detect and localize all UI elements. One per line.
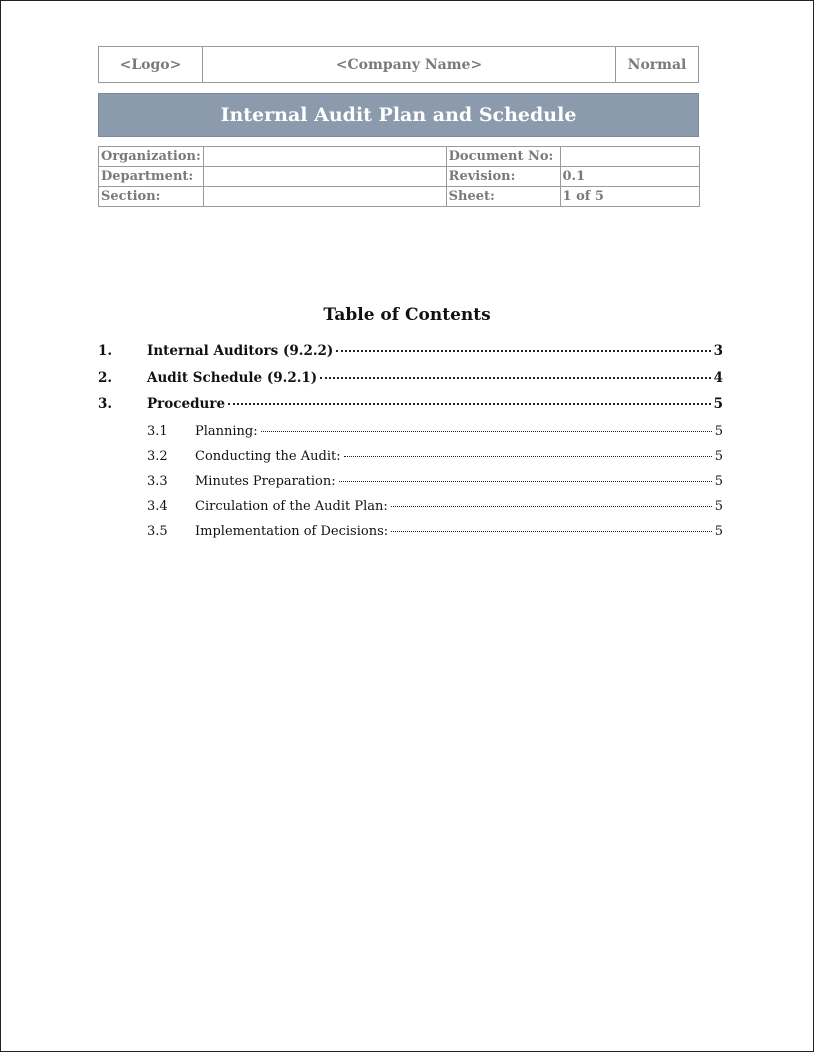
toc-entry-page: 5 xyxy=(714,424,723,439)
toc-entry-label: Implementation of Decisions: xyxy=(195,524,389,539)
toc-leader-dots xyxy=(228,403,711,405)
document-no-label: Document No: xyxy=(446,147,560,167)
toc-subentry[interactable] xyxy=(98,499,723,514)
toc-entry-page: 5 xyxy=(714,449,723,464)
toc-entry-number: 3.3 xyxy=(147,474,168,489)
document-title: Internal Audit Plan and Schedule xyxy=(98,93,699,137)
toc-entry-number: 1. xyxy=(98,343,113,359)
toc-entry[interactable] xyxy=(98,396,723,412)
toc-entry-number: 3.4 xyxy=(147,499,168,514)
toc-entry-page: 4 xyxy=(713,370,723,386)
classification-label: Normal xyxy=(627,56,687,73)
toc-leader-dots xyxy=(336,350,710,352)
toc-entry-label: Circulation of the Audit Plan: xyxy=(195,499,388,514)
department-label: Department: xyxy=(99,167,204,187)
toc-entry-number: 3.1 xyxy=(147,424,168,439)
toc-subentry[interactable] xyxy=(98,524,723,539)
organization-label: Organization: xyxy=(99,147,204,167)
toc-entry-label: Audit Schedule (9.2.1) xyxy=(147,370,318,386)
toc-leader-dots xyxy=(320,377,710,379)
toc-entry-label: Internal Auditors (9.2.2) xyxy=(147,343,334,359)
toc-leader-dots xyxy=(391,506,712,507)
revision-label: Revision: xyxy=(446,167,560,187)
logo-placeholder: <Logo> xyxy=(99,47,203,82)
organization-value xyxy=(203,147,446,167)
toc-entry-label: Procedure xyxy=(147,396,226,412)
toc-entry-number: 3.5 xyxy=(147,524,168,539)
toc-entry-page: 5 xyxy=(714,524,723,539)
toc-entry-page: 3 xyxy=(713,343,723,359)
toc-subentry[interactable] xyxy=(98,474,723,489)
sheet-value: 1 of 5 xyxy=(560,187,700,207)
toc-leader-dots xyxy=(391,531,712,532)
toc-subentry[interactable] xyxy=(98,449,723,464)
toc-leader-dots xyxy=(344,456,712,457)
toc-entry[interactable] xyxy=(98,343,723,359)
section-label: Section: xyxy=(99,187,204,207)
document-info-table xyxy=(98,146,700,207)
table-row xyxy=(99,147,700,167)
toc-leader-dots xyxy=(261,431,712,432)
table-row xyxy=(99,187,700,207)
section-value xyxy=(203,187,446,207)
document-no-value xyxy=(560,147,700,167)
toc-entry-number: 2. xyxy=(98,370,113,386)
toc-entry-label: Planning: xyxy=(195,424,258,439)
table-row xyxy=(99,167,700,187)
toc-entry-page: 5 xyxy=(714,474,723,489)
document-header xyxy=(98,46,699,83)
toc-title: Table of Contents xyxy=(323,305,491,325)
toc-entry-label: Minutes Preparation: xyxy=(195,474,336,489)
toc-entry-page: 5 xyxy=(714,499,723,514)
toc-entry-page: 5 xyxy=(713,396,723,412)
toc-leader-dots xyxy=(339,481,712,482)
department-value xyxy=(203,167,446,187)
sheet-label: Sheet: xyxy=(446,187,560,207)
toc-entry-number: 3. xyxy=(98,396,113,412)
company-name: <Company Name> xyxy=(203,47,616,82)
toc-subentry[interactable] xyxy=(98,424,723,439)
toc-entry[interactable] xyxy=(98,370,723,386)
toc-entry-label: Conducting the Audit: xyxy=(195,449,341,464)
revision-value: 0.1 xyxy=(560,167,700,187)
toc-entry-number: 3.2 xyxy=(147,449,168,464)
